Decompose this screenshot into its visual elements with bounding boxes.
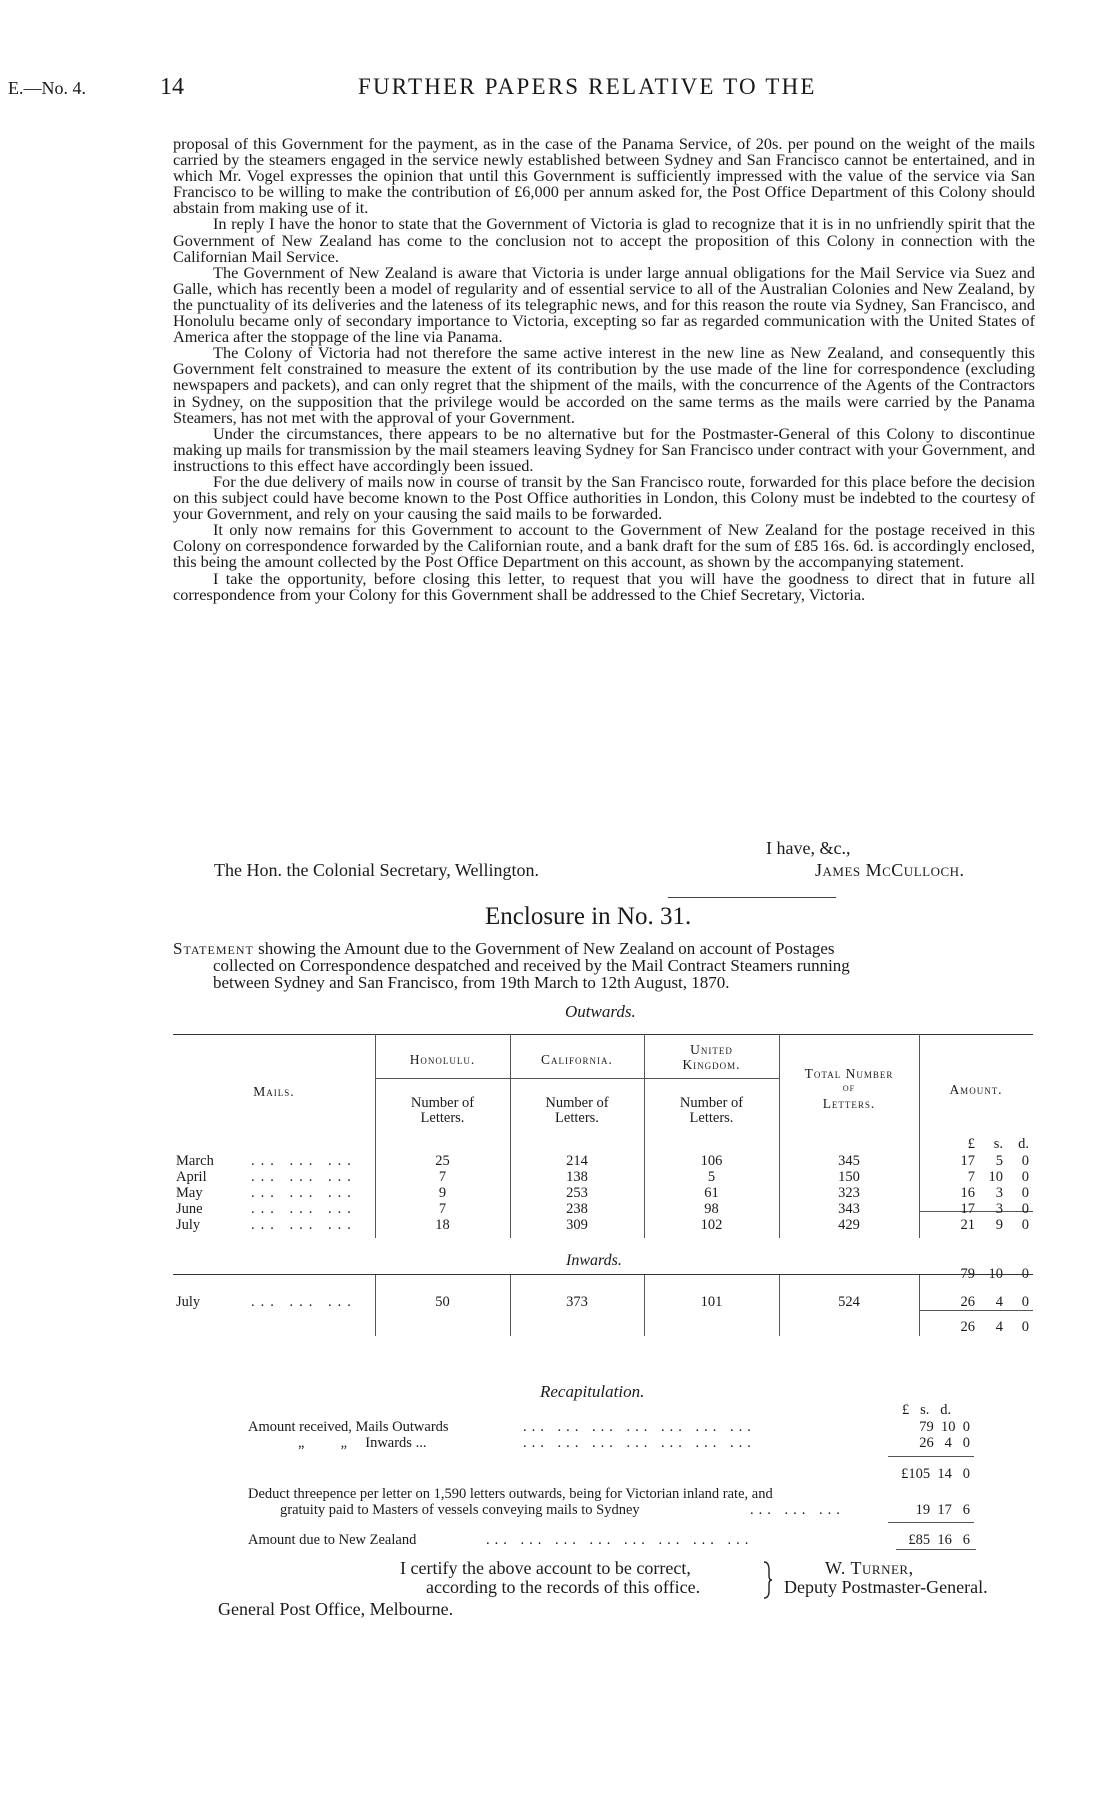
outwards-amount-shillings: 3 <box>995 1185 1003 1201</box>
paragraph: I take the opportunity, before closing this letter, to request that you will have the goodness to direct that in future all correspondence from your Colony for this Government shall be addressed to the Chief Secretary, Victoria. <box>173 568 1035 604</box>
leader-dots: ... ... ... <box>251 1294 357 1310</box>
outwards-label: Outwards. <box>565 1002 636 1021</box>
recap-line-inwards: „ „ Inwards ... <box>298 1435 427 1451</box>
inwards-label: Inwards. <box>566 1252 622 1269</box>
letter-closing: I have, &c., <box>766 838 851 858</box>
due-rule <box>888 1522 974 1523</box>
outwards-amount-pence: 0 <box>1021 1169 1029 1185</box>
recap-line-outwards: Amount received, Mails Outwards <box>248 1419 449 1435</box>
inwards-total-letters: 524 <box>838 1294 860 1310</box>
table-rule <box>173 1274 1033 1275</box>
inwards-amount-pence: 0 <box>1021 1294 1029 1310</box>
outwards-uk: 5 <box>707 1169 716 1185</box>
statement-caption <box>173 940 1033 991</box>
certification-place: General Post Office, Melbourne. <box>218 1599 454 1619</box>
leader-dots: ... ... ... <box>750 1502 845 1518</box>
outwards-uk: 98 <box>704 1201 719 1217</box>
table-rule <box>173 1034 1033 1035</box>
outwards-total-shillings: 10 <box>988 1266 1003 1282</box>
leader-dots: ... ... ... <box>251 1169 357 1185</box>
outwards-total: 345 <box>838 1153 860 1169</box>
leader-dots: ... ... ... <box>251 1217 357 1233</box>
inwards-california: 373 <box>566 1294 588 1310</box>
recap-deduct-line: gratuity paid to Masters of vessels conveying mails to Sydney <box>280 1502 640 1518</box>
currency-pence: d. <box>1018 1136 1029 1152</box>
paragraph: proposal of this Government for the payment, as in the case of the Panama Service, of 20s. per pound on the weight of the mails carried by the steamers engaged in the service newly established between Sydney and San Francisco cannot be entertained, and in which Mr. Vogel expresses the opinion that until this Government is sufficiently impressed with the value of the service via San Francisco to be willing to make the contribution of £6,000 per annum asked for, the Post Office Department of this Colony should abstain from making use of it. <box>173 134 1035 218</box>
outwards-total-pounds: 79 <box>960 1266 975 1282</box>
letter-addressee: The Hon. the Colonial Secretary, Wellington. <box>214 860 539 880</box>
page-number: 14 <box>160 74 184 100</box>
recap-deduct-amount: 19 17 6 <box>915 1502 970 1518</box>
outwards-month: March <box>176 1153 214 1169</box>
col-header-amount: Amount. <box>949 1082 1003 1097</box>
subheader-number-letters: Number of Letters. <box>679 1095 744 1126</box>
outwards-amount-pounds: 17 <box>960 1153 975 1169</box>
recap-deduct-line: Deduct threepence per letter on 1,590 letters outwards, being for Victorian inland rate, and <box>248 1486 773 1502</box>
outwards-uk: 61 <box>704 1185 719 1201</box>
outwards-amount-shillings: 9 <box>995 1217 1003 1233</box>
column-divider <box>919 1034 920 1238</box>
due-underline <box>896 1549 976 1550</box>
recap-amount-inwards: 26 4 0 <box>919 1435 970 1451</box>
certification-line: according to the records of this office. <box>426 1577 701 1597</box>
statement-line: collected on Correspondence despatched and received by the Mail Contract Steamers running <box>213 956 850 975</box>
column-divider <box>919 1274 920 1336</box>
col-header-honolulu: Honolulu. <box>409 1052 476 1067</box>
paragraph: Under the circumstances, there appears to be no alternative but for the Postmaster-General of this Colony to discontinue making up mails for transmission by the mail steamers leaving Sydney for San Francisco under contract with your Government, and instructions to this effect have accordingly been issued. <box>173 423 1035 475</box>
outwards-total: 150 <box>838 1169 860 1185</box>
paragraph: In reply I have the honor to state that the Government of Victoria is glad to recognize that it is in no unfriendly spirit that the Government of New Zealand has come to the conclusion not to accept the proposition of this Colony in connection with the Californian Mail Service. <box>173 214 1035 266</box>
leader-dots: ... ... ... ... ... ... ... ... <box>486 1532 754 1548</box>
statement-line: between Sydney and San Francisco, from 19th March to 12th August, 1870. <box>213 973 730 992</box>
leader-dots: ... ... ... <box>251 1201 357 1217</box>
outwards-honolulu: 25 <box>435 1153 450 1169</box>
statement-line: showing the Amount due to the Government of New Zealand on account of Postages <box>258 939 835 958</box>
outwards-california: 238 <box>566 1201 588 1217</box>
paragraph: For the due delivery of mails now in course of transit by the San Francisco route, forwarded for this place before the decision on this subject could have become known to the Post Office authorities in London, this Colony must be indebted to the courtesy of your Government, and rely on your causing the said mails to be forwarded. <box>173 471 1035 524</box>
recap-due-label: Amount due to New Zealand <box>248 1532 417 1548</box>
outwards-amount-pence: 0 <box>1021 1217 1029 1233</box>
outwards-amount-shillings: 10 <box>988 1169 1003 1185</box>
outwards-amount-pounds: 17 <box>960 1201 975 1217</box>
statement-table <box>173 1026 1033 1386</box>
inwards-total-pounds: 26 <box>960 1319 975 1335</box>
outwards-month: July <box>176 1217 201 1233</box>
outwards-amount-pence: 0 <box>1021 1201 1029 1217</box>
brace-icon <box>760 1560 774 1600</box>
subheader-rule <box>375 1078 779 1079</box>
subheader-number-letters: Number of Letters. <box>410 1095 475 1126</box>
outwards-amount-shillings: 3 <box>995 1201 1003 1217</box>
certification-line: I certify the above account to be correct, <box>400 1558 691 1578</box>
inwards-amount-shillings: 4 <box>995 1294 1003 1310</box>
outwards-honolulu: 7 <box>438 1169 447 1185</box>
outwards-total: 323 <box>838 1185 860 1201</box>
recap-currency-header: £ s. d. <box>902 1402 952 1418</box>
enclosure-title: Enclosure in No. 31. <box>485 903 692 930</box>
col-header-united-kingdom: United Kingdom. <box>682 1042 741 1072</box>
outwards-amount-shillings: 5 <box>995 1153 1003 1169</box>
outwards-month: June <box>176 1201 203 1217</box>
recap-subtotal: £105 14 0 <box>901 1466 970 1482</box>
recap-title: Recapitulation. <box>540 1382 645 1401</box>
inwards-total-pence: 0 <box>1021 1319 1029 1335</box>
col-header-california: California. <box>541 1052 613 1067</box>
outwards-california: 138 <box>566 1169 588 1185</box>
currency-pounds: £ <box>967 1136 975 1152</box>
recap-amount-outwards: 79 10 0 <box>919 1419 970 1435</box>
certifier-title: Deputy Postmaster-General. <box>784 1577 988 1597</box>
outwards-california: 253 <box>566 1185 588 1201</box>
currency-shillings: s. <box>993 1136 1003 1152</box>
outwards-amount-pounds: 7 <box>967 1169 975 1185</box>
outwards-total: 343 <box>838 1201 860 1217</box>
inwards-amount-pounds: 26 <box>960 1294 975 1310</box>
outwards-california: 214 <box>566 1153 588 1169</box>
recap-due-amount: £85 16 6 <box>908 1532 970 1548</box>
section-divider <box>668 897 836 898</box>
inwards-uk: 101 <box>700 1294 723 1310</box>
inwards-month: July <box>176 1294 201 1310</box>
outwards-amount-pence: 0 <box>1021 1153 1029 1169</box>
outwards-month: May <box>176 1185 203 1201</box>
col-header-total-letters: Total Number of Letters. <box>804 1066 894 1111</box>
certifier-name: W. Turner, <box>825 1558 914 1578</box>
outwards-uk: 106 <box>700 1153 723 1169</box>
outwards-amount-pence: 0 <box>1021 1185 1029 1201</box>
outwards-total: 429 <box>838 1217 860 1233</box>
outwards-month: April <box>176 1169 207 1185</box>
outwards-amount-pounds: 16 <box>960 1185 975 1201</box>
leader-dots: ... ... ... <box>251 1153 357 1169</box>
col-header-mails: Mails. <box>253 1084 295 1099</box>
running-title: FURTHER PAPERS RELATIVE TO THE <box>358 74 817 99</box>
leader-dots: ... ... ... <box>251 1185 357 1201</box>
document-reference: E.—No. 4. <box>8 78 86 98</box>
outwards-uk: 102 <box>700 1217 723 1233</box>
outwards-california: 309 <box>566 1217 588 1233</box>
outwards-amount-pounds: 21 <box>960 1217 975 1233</box>
leader-dots: ... ... ... ... ... ... ... <box>523 1419 756 1435</box>
outwards-honolulu: 7 <box>438 1201 447 1217</box>
leader-dots: ... ... ... ... ... ... ... <box>523 1435 756 1451</box>
outwards-total-pence: 0 <box>1021 1266 1029 1282</box>
subheader-number-letters: Number of Letters. <box>545 1095 609 1126</box>
letter-signatory: James McCulloch. <box>815 860 965 880</box>
subtotal-rule <box>888 1456 974 1457</box>
outwards-honolulu: 18 <box>435 1217 450 1233</box>
inwards-honolulu: 50 <box>435 1294 450 1310</box>
paragraph: It only now remains for this Government to account to the Government of New Zealand for the postage received in this Colony on correspondence forwarded by the Californian route, and a bank draft for the sum of £85 16s. 6d. is accordingly enclosed, this being the amount collected by the Post Office Department on this account, as shown by the accompanying statement. <box>173 520 1035 572</box>
paragraph: The Colony of Victoria had not therefore the same active interest in the new line as New Zealand, and consequently this Government felt constrained to measure the extent of its contribution by the use made of the line for correspondence (excluding newspapers and packets), and can only regret that the shipment of the mails, with the concurrence of the Agents of the Contractors in Sydney, on the supposition that the privilege would be accorded on the same terms as the mails were carried by the Panama Steamers, has not met with the approval of your Government. <box>173 343 1035 427</box>
letter-body <box>173 136 1035 603</box>
statement-lead: Statement <box>173 939 254 958</box>
paragraph: The Government of New Zealand is aware that Victoria is under large annual obligations for the Mail Service via Suez and Galle, which has recently been a model of regularity and of essential service to all of the Australian Colonies and New Zealand, by the punctuality of its deliveries and the lateness of its telegraphic news, and for this reason the route via Sydney, San Francisco, and Honolulu became only of secondary importance to Victoria, excepting so far as regarded communication with the United States of America after the stoppage of the line via Panama. <box>173 262 1035 347</box>
inwards-total-shillings: 4 <box>995 1319 1003 1335</box>
outwards-honolulu: 9 <box>438 1185 447 1201</box>
